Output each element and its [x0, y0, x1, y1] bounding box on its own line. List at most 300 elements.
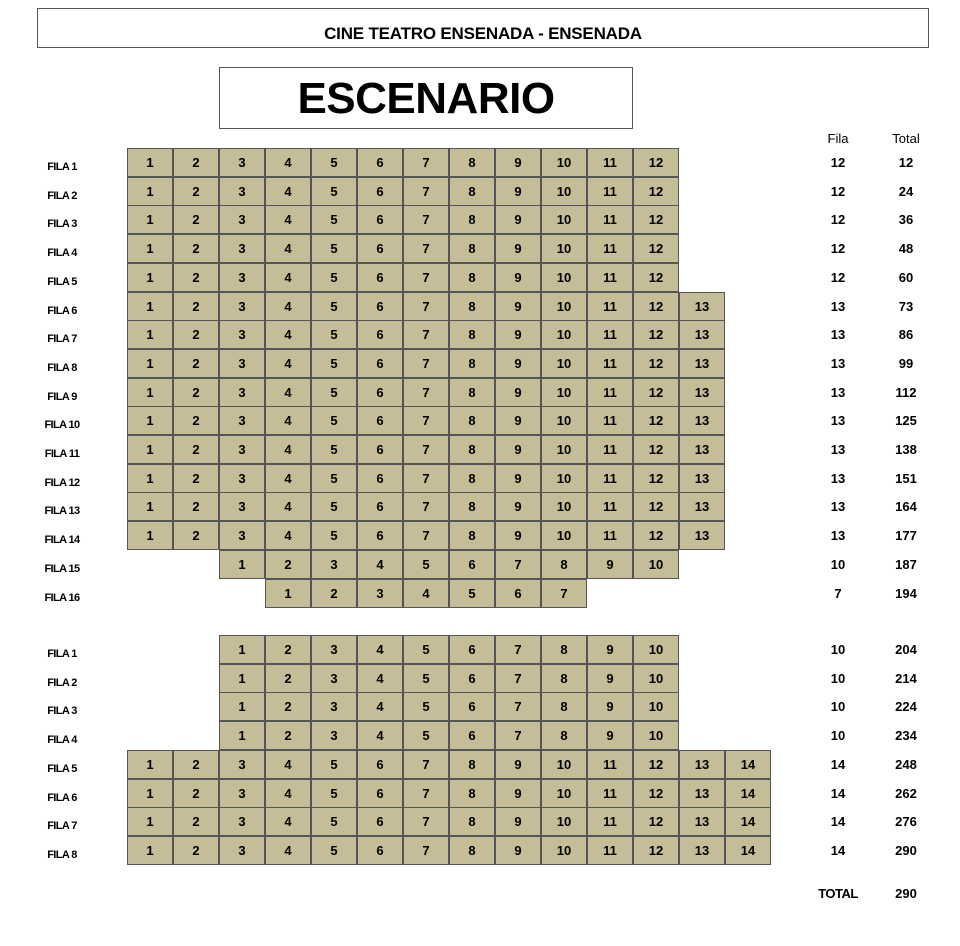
seat[interactable]: 6 — [357, 349, 403, 378]
seat[interactable]: 13 — [679, 435, 725, 464]
grand-total-value: 290 — [895, 886, 917, 901]
seat[interactable]: 5 — [311, 406, 357, 435]
row-running-total: 60 — [898, 269, 914, 285]
seat[interactable]: 6 — [449, 550, 495, 579]
seat[interactable]: 8 — [449, 750, 495, 779]
seat[interactable]: 4 — [265, 836, 311, 865]
seat[interactable]: 10 — [541, 492, 587, 521]
seat[interactable]: 4 — [357, 635, 403, 664]
seat[interactable]: 9 — [495, 435, 541, 464]
seat[interactable]: 8 — [449, 406, 495, 435]
seat[interactable]: 3 — [219, 292, 265, 321]
seat[interactable]: 4 — [357, 664, 403, 693]
seat[interactable]: 1 — [219, 721, 265, 750]
seat[interactable]: 7 — [403, 263, 449, 292]
seat[interactable]: 2 — [173, 521, 219, 550]
seat[interactable]: 13 — [679, 779, 725, 808]
seat[interactable]: 9 — [495, 205, 541, 234]
seat[interactable]: 9 — [495, 234, 541, 263]
seat[interactable]: 5 — [311, 435, 357, 464]
seat[interactable]: 12 — [633, 177, 679, 206]
seat[interactable]: 11 — [587, 205, 633, 234]
seat[interactable]: 1 — [127, 292, 173, 321]
seat[interactable]: 12 — [633, 836, 679, 865]
seat[interactable]: 4 — [265, 177, 311, 206]
seat[interactable]: 9 — [495, 349, 541, 378]
seat[interactable]: 2 — [265, 692, 311, 721]
seat[interactable]: 9 — [587, 635, 633, 664]
seat[interactable]: 2 — [173, 807, 219, 836]
seat[interactable]: 8 — [541, 692, 587, 721]
seat[interactable]: 1 — [127, 205, 173, 234]
seat[interactable]: 7 — [541, 579, 587, 608]
seat[interactable]: 10 — [541, 349, 587, 378]
seat[interactable]: 12 — [633, 521, 679, 550]
seat[interactable]: 5 — [311, 378, 357, 407]
seat[interactable]: 2 — [265, 550, 311, 579]
seat[interactable]: 3 — [219, 750, 265, 779]
seat[interactable]: 9 — [495, 378, 541, 407]
seat[interactable]: 4 — [357, 692, 403, 721]
seat[interactable]: 5 — [311, 807, 357, 836]
seat[interactable]: 5 — [403, 550, 449, 579]
seat[interactable]: 6 — [357, 177, 403, 206]
seat[interactable]: 7 — [403, 435, 449, 464]
seat[interactable]: 6 — [357, 406, 403, 435]
seat[interactable]: 10 — [541, 406, 587, 435]
seat[interactable]: 3 — [357, 579, 403, 608]
seat[interactable]: 11 — [587, 836, 633, 865]
seat[interactable]: 3 — [219, 205, 265, 234]
seat[interactable]: 5 — [311, 234, 357, 263]
seat[interactable]: 12 — [633, 435, 679, 464]
seat[interactable]: 2 — [311, 579, 357, 608]
seat[interactable]: 2 — [173, 492, 219, 521]
seat[interactable]: 3 — [219, 349, 265, 378]
seat[interactable]: 9 — [495, 492, 541, 521]
seat[interactable]: 1 — [219, 635, 265, 664]
seat[interactable]: 9 — [495, 464, 541, 493]
seat[interactable]: 11 — [587, 464, 633, 493]
seat[interactable]: 2 — [173, 292, 219, 321]
seat[interactable]: 1 — [127, 349, 173, 378]
seat[interactable]: 1 — [127, 435, 173, 464]
seat[interactable]: 1 — [127, 406, 173, 435]
seat[interactable]: 8 — [541, 664, 587, 693]
seat[interactable]: 11 — [587, 292, 633, 321]
seat[interactable]: 4 — [265, 349, 311, 378]
seat[interactable]: 3 — [219, 177, 265, 206]
seat[interactable]: 8 — [449, 177, 495, 206]
seat[interactable]: 13 — [679, 292, 725, 321]
seat[interactable]: 3 — [311, 692, 357, 721]
seat[interactable]: 6 — [357, 492, 403, 521]
seat[interactable]: 7 — [403, 148, 449, 177]
seat[interactable]: 8 — [449, 148, 495, 177]
seat[interactable]: 1 — [127, 750, 173, 779]
seat[interactable]: 12 — [633, 492, 679, 521]
seat[interactable]: 5 — [311, 779, 357, 808]
seat[interactable]: 4 — [357, 550, 403, 579]
seat[interactable]: 1 — [127, 320, 173, 349]
seat[interactable]: 5 — [311, 177, 357, 206]
seat[interactable]: 1 — [219, 550, 265, 579]
seat[interactable]: 11 — [587, 750, 633, 779]
seat[interactable]: 1 — [127, 836, 173, 865]
seat[interactable]: 11 — [587, 320, 633, 349]
seat[interactable]: 4 — [265, 378, 311, 407]
seat[interactable]: 2 — [265, 635, 311, 664]
seat[interactable]: 6 — [449, 664, 495, 693]
seat[interactable]: 2 — [173, 263, 219, 292]
seat[interactable]: 10 — [633, 692, 679, 721]
seat[interactable]: 1 — [127, 464, 173, 493]
seat[interactable]: 9 — [587, 550, 633, 579]
seat[interactable]: 7 — [495, 550, 541, 579]
seat[interactable]: 7 — [403, 349, 449, 378]
seat[interactable]: 9 — [495, 292, 541, 321]
seat[interactable]: 6 — [357, 148, 403, 177]
seat[interactable]: 5 — [311, 836, 357, 865]
seat[interactable]: 7 — [403, 836, 449, 865]
seat[interactable]: 8 — [449, 292, 495, 321]
seat[interactable]: 1 — [127, 521, 173, 550]
seat[interactable]: 13 — [679, 492, 725, 521]
seat[interactable]: 13 — [679, 406, 725, 435]
seat[interactable]: 5 — [311, 320, 357, 349]
seat[interactable]: 10 — [541, 779, 587, 808]
seat[interactable]: 11 — [587, 492, 633, 521]
seat[interactable]: 6 — [449, 721, 495, 750]
seat[interactable]: 12 — [633, 263, 679, 292]
seat[interactable]: 2 — [173, 148, 219, 177]
seat[interactable]: 9 — [587, 664, 633, 693]
seat[interactable]: 12 — [633, 464, 679, 493]
seat[interactable]: 6 — [357, 263, 403, 292]
seat[interactable]: 2 — [173, 406, 219, 435]
seat[interactable]: 8 — [449, 836, 495, 865]
seat[interactable]: 4 — [265, 234, 311, 263]
seat[interactable]: 2 — [265, 721, 311, 750]
seat[interactable]: 8 — [449, 349, 495, 378]
seat[interactable]: 5 — [403, 664, 449, 693]
seat[interactable]: 10 — [541, 234, 587, 263]
seat[interactable]: 3 — [219, 521, 265, 550]
row-running-total: 164 — [895, 499, 917, 515]
seat[interactable]: 7 — [403, 234, 449, 263]
seat[interactable]: 4 — [265, 292, 311, 321]
seat[interactable]: 3 — [219, 378, 265, 407]
seat[interactable]: 4 — [265, 750, 311, 779]
seat[interactable]: 12 — [633, 378, 679, 407]
seat[interactable]: 9 — [495, 148, 541, 177]
seat[interactable]: 5 — [449, 579, 495, 608]
seat[interactable]: 7 — [403, 807, 449, 836]
seat[interactable]: 7 — [403, 177, 449, 206]
seat[interactable]: 1 — [127, 779, 173, 808]
seat[interactable]: 5 — [311, 349, 357, 378]
seat[interactable]: 10 — [541, 292, 587, 321]
seat[interactable]: 5 — [311, 521, 357, 550]
seat[interactable]: 3 — [219, 406, 265, 435]
seat[interactable]: 6 — [357, 435, 403, 464]
seat[interactable]: 11 — [587, 263, 633, 292]
seat[interactable]: 10 — [633, 721, 679, 750]
seat[interactable]: 9 — [495, 836, 541, 865]
seat[interactable]: 10 — [541, 378, 587, 407]
seat[interactable]: 14 — [725, 807, 771, 836]
seat[interactable]: 4 — [265, 263, 311, 292]
seat[interactable]: 11 — [587, 349, 633, 378]
seat[interactable]: 4 — [265, 464, 311, 493]
seat[interactable]: 7 — [495, 692, 541, 721]
seat[interactable]: 9 — [495, 320, 541, 349]
seat[interactable]: 8 — [449, 234, 495, 263]
seat[interactable]: 10 — [633, 635, 679, 664]
seat[interactable]: 6 — [357, 378, 403, 407]
seat[interactable]: 10 — [541, 320, 587, 349]
seat[interactable]: 5 — [311, 464, 357, 493]
seat[interactable]: 9 — [587, 721, 633, 750]
seat[interactable]: 8 — [449, 205, 495, 234]
seat[interactable]: 12 — [633, 750, 679, 779]
seat[interactable]: 2 — [173, 779, 219, 808]
seat[interactable]: 9 — [495, 779, 541, 808]
seat[interactable]: 12 — [633, 205, 679, 234]
seat[interactable]: 10 — [541, 205, 587, 234]
seat[interactable]: 6 — [357, 292, 403, 321]
seat[interactable]: 2 — [173, 378, 219, 407]
seat[interactable]: 4 — [265, 779, 311, 808]
seat[interactable]: 10 — [541, 435, 587, 464]
seat[interactable]: 14 — [725, 836, 771, 865]
seat[interactable]: 10 — [541, 464, 587, 493]
seat[interactable]: 13 — [679, 807, 725, 836]
seat[interactable]: 1 — [127, 378, 173, 407]
seat[interactable]: 10 — [541, 521, 587, 550]
seat[interactable]: 4 — [265, 148, 311, 177]
row-running-total: 290 — [895, 842, 917, 858]
seat[interactable]: 7 — [403, 464, 449, 493]
row-running-total: 234 — [895, 728, 917, 744]
seat[interactable]: 10 — [633, 550, 679, 579]
seat[interactable]: 1 — [219, 692, 265, 721]
seat[interactable]: 11 — [587, 148, 633, 177]
seat[interactable]: 9 — [587, 692, 633, 721]
seat[interactable]: 3 — [311, 664, 357, 693]
seat[interactable]: 8 — [541, 635, 587, 664]
seat[interactable]: 2 — [173, 320, 219, 349]
seat[interactable]: 10 — [541, 148, 587, 177]
seat[interactable]: 14 — [725, 779, 771, 808]
seat[interactable]: 3 — [219, 320, 265, 349]
seat[interactable]: 8 — [449, 807, 495, 836]
seat[interactable]: 6 — [449, 692, 495, 721]
seat[interactable]: 8 — [449, 378, 495, 407]
seat[interactable]: 4 — [265, 435, 311, 464]
seat[interactable]: 1 — [127, 148, 173, 177]
seat[interactable]: 12 — [633, 349, 679, 378]
seat[interactable]: 6 — [357, 234, 403, 263]
seat[interactable]: 7 — [495, 635, 541, 664]
seat[interactable]: 4 — [265, 492, 311, 521]
seat[interactable]: 7 — [403, 205, 449, 234]
seat[interactable]: 4 — [265, 320, 311, 349]
seat[interactable]: 11 — [587, 378, 633, 407]
seat[interactable]: 10 — [633, 664, 679, 693]
row-seat-count: 10 — [830, 670, 846, 686]
seat[interactable]: 9 — [495, 406, 541, 435]
seat[interactable]: 13 — [679, 836, 725, 865]
seat[interactable]: 3 — [219, 464, 265, 493]
seat[interactable]: 11 — [587, 234, 633, 263]
seat[interactable]: 7 — [495, 721, 541, 750]
seat[interactable]: 12 — [633, 807, 679, 836]
seat[interactable]: 3 — [219, 263, 265, 292]
seat[interactable]: 11 — [587, 521, 633, 550]
seat[interactable]: 1 — [127, 807, 173, 836]
seat[interactable]: 2 — [173, 435, 219, 464]
seat[interactable]: 4 — [265, 406, 311, 435]
seat[interactable]: 9 — [495, 750, 541, 779]
seat[interactable]: 5 — [403, 721, 449, 750]
seat[interactable]: 6 — [357, 836, 403, 865]
seat[interactable]: 12 — [633, 148, 679, 177]
seat[interactable]: 13 — [679, 521, 725, 550]
seat[interactable]: 5 — [311, 205, 357, 234]
seat[interactable]: 6 — [449, 635, 495, 664]
seat[interactable]: 2 — [173, 177, 219, 206]
seat[interactable]: 5 — [311, 263, 357, 292]
seat[interactable]: 10 — [541, 750, 587, 779]
seat[interactable]: 6 — [495, 579, 541, 608]
seat[interactable]: 5 — [311, 148, 357, 177]
seat[interactable]: 13 — [679, 349, 725, 378]
seat[interactable]: 9 — [495, 177, 541, 206]
seat[interactable]: 2 — [173, 464, 219, 493]
seat[interactable]: 10 — [541, 263, 587, 292]
seat[interactable]: 5 — [403, 692, 449, 721]
seat[interactable]: 2 — [173, 836, 219, 865]
seat[interactable]: 6 — [357, 521, 403, 550]
seat[interactable]: 8 — [449, 320, 495, 349]
seat[interactable]: 8 — [449, 263, 495, 292]
seat[interactable]: 2 — [173, 234, 219, 263]
seat[interactable]: 7 — [403, 750, 449, 779]
seat[interactable]: 11 — [587, 779, 633, 808]
seat[interactable]: 7 — [403, 292, 449, 321]
seat[interactable]: 6 — [357, 205, 403, 234]
seat[interactable]: 12 — [633, 234, 679, 263]
seat[interactable]: 4 — [357, 721, 403, 750]
row-seat-count: 14 — [830, 785, 846, 801]
seat[interactable]: 11 — [587, 177, 633, 206]
seat[interactable]: 1 — [219, 664, 265, 693]
seat[interactable]: 3 — [311, 721, 357, 750]
seat[interactable]: 3 — [219, 492, 265, 521]
seat[interactable]: 2 — [173, 750, 219, 779]
seat[interactable]: 2 — [173, 349, 219, 378]
row-label: FILA 6 — [47, 791, 77, 804]
seat[interactable]: 8 — [449, 521, 495, 550]
seat[interactable]: 5 — [403, 635, 449, 664]
seat[interactable]: 4 — [265, 521, 311, 550]
seat[interactable]: 12 — [633, 779, 679, 808]
seat[interactable]: 2 — [265, 664, 311, 693]
seat[interactable]: 13 — [679, 378, 725, 407]
seat[interactable]: 8 — [449, 492, 495, 521]
seat[interactable]: 8 — [541, 550, 587, 579]
seat[interactable]: 4 — [265, 807, 311, 836]
seat[interactable]: 3 — [311, 635, 357, 664]
seat[interactable]: 12 — [633, 292, 679, 321]
seat[interactable]: 6 — [357, 750, 403, 779]
seat[interactable]: 3 — [219, 779, 265, 808]
seat[interactable]: 1 — [127, 234, 173, 263]
seat[interactable]: 11 — [587, 435, 633, 464]
seat[interactable]: 3 — [219, 807, 265, 836]
seat[interactable]: 12 — [633, 320, 679, 349]
seat[interactable]: 5 — [311, 750, 357, 779]
seat[interactable]: 13 — [679, 750, 725, 779]
seat[interactable]: 7 — [403, 779, 449, 808]
seat[interactable]: 11 — [587, 807, 633, 836]
seat[interactable]: 6 — [357, 320, 403, 349]
seat[interactable]: 4 — [403, 579, 449, 608]
seat[interactable]: 11 — [587, 406, 633, 435]
seat[interactable]: 8 — [449, 464, 495, 493]
row-running-total: 276 — [895, 814, 917, 830]
seat[interactable]: 3 — [219, 148, 265, 177]
seat[interactable]: 7 — [403, 521, 449, 550]
seat[interactable]: 12 — [633, 406, 679, 435]
seat[interactable]: 8 — [449, 779, 495, 808]
seat[interactable]: 3 — [219, 234, 265, 263]
seat[interactable]: 9 — [495, 807, 541, 836]
seat[interactable]: 10 — [541, 836, 587, 865]
seat[interactable]: 7 — [403, 492, 449, 521]
seat[interactable]: 7 — [495, 664, 541, 693]
seat[interactable]: 6 — [357, 807, 403, 836]
seat[interactable]: 1 — [265, 579, 311, 608]
seat[interactable]: 1 — [127, 263, 173, 292]
seat[interactable]: 6 — [357, 464, 403, 493]
seat[interactable]: 6 — [357, 779, 403, 808]
seat[interactable]: 2 — [173, 205, 219, 234]
seat[interactable]: 1 — [127, 492, 173, 521]
seat[interactable]: 7 — [403, 320, 449, 349]
seat[interactable]: 9 — [495, 263, 541, 292]
seat[interactable]: 3 — [219, 435, 265, 464]
seat[interactable]: 5 — [311, 492, 357, 521]
seat[interactable]: 13 — [679, 320, 725, 349]
seat[interactable]: 4 — [265, 205, 311, 234]
seat[interactable]: 1 — [127, 177, 173, 206]
seat[interactable]: 5 — [311, 292, 357, 321]
seat[interactable]: 8 — [541, 721, 587, 750]
seat[interactable]: 9 — [495, 521, 541, 550]
seat[interactable]: 8 — [449, 435, 495, 464]
seat[interactable]: 10 — [541, 807, 587, 836]
seat[interactable]: 7 — [403, 378, 449, 407]
seat[interactable]: 13 — [679, 464, 725, 493]
seat[interactable]: 10 — [541, 177, 587, 206]
seat[interactable]: 7 — [403, 406, 449, 435]
seat[interactable]: 3 — [311, 550, 357, 579]
row-running-total: 224 — [895, 699, 917, 715]
seat[interactable]: 3 — [219, 836, 265, 865]
seat[interactable]: 14 — [725, 750, 771, 779]
